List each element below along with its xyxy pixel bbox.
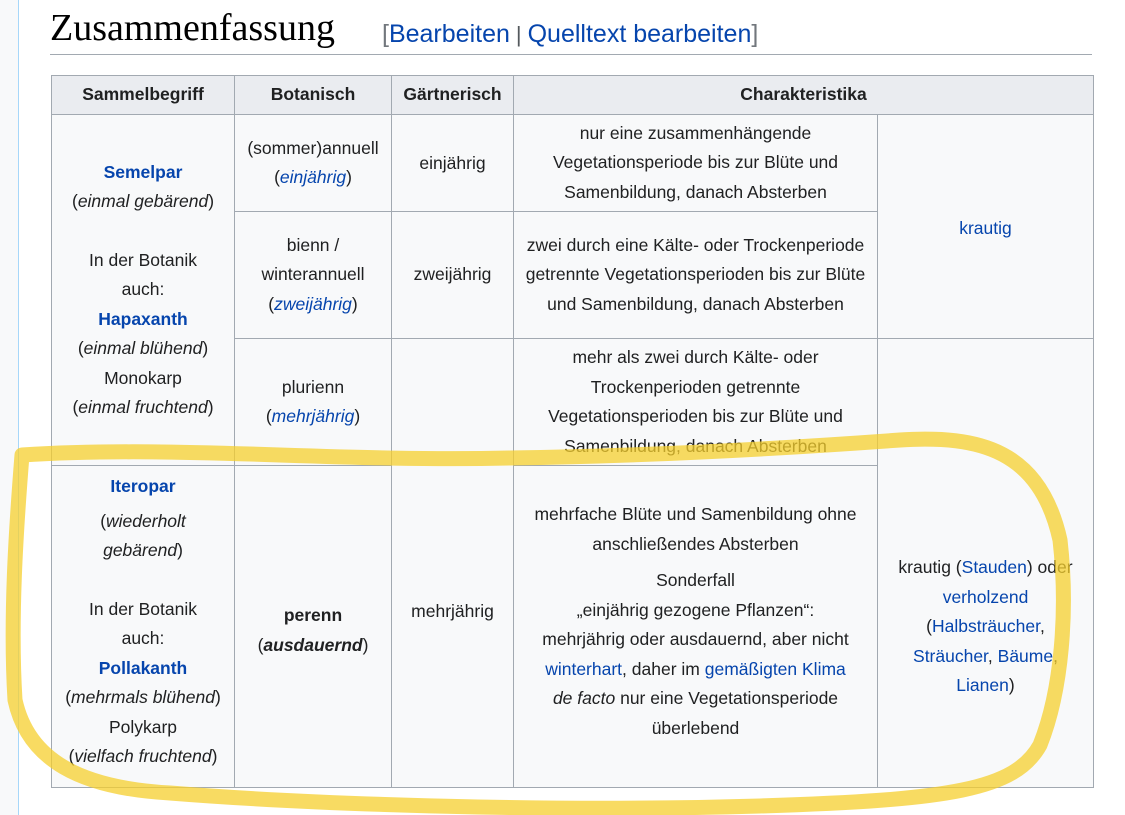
- row2-botanisch-term: bienn / winterannuell: [261, 234, 365, 285]
- link-einjaehrig[interactable]: einjährig: [279, 167, 347, 187]
- de-facto-text: de facto: [552, 688, 616, 708]
- growth-oder: oder: [1037, 557, 1073, 578]
- section-heading: [50, 6, 1092, 55]
- link-zweijaehrig[interactable]: zweijährig: [274, 293, 352, 314]
- section-title: Zusammenfassung: [50, 7, 335, 49]
- row3-botanisch-term: plurienn: [281, 376, 345, 397]
- perenn-term: perenn: [283, 605, 343, 625]
- link-mehrjaehrig[interactable]: mehrjährig: [271, 406, 355, 426]
- iteropar-char-main: mehrfache Blüte und Samenbildung ohne anschließendes Absterben: [534, 504, 857, 554]
- header-charakteristika: Charakteristika: [514, 76, 1094, 115]
- edit-bracket-open: [: [382, 20, 389, 48]
- link-lianen[interactable]: Lianen: [956, 675, 1009, 696]
- cell-iteropar-botanisch: perenn (ausdauernd): [235, 466, 392, 788]
- link-gemaessigtes-klima[interactable]: gemäßigten Klima: [704, 658, 846, 679]
- monokarp-note: einmal fruchtend: [78, 397, 208, 417]
- polykarp-term: Polykarp: [108, 716, 178, 737]
- link-winterhart[interactable]: winterhart: [545, 658, 623, 679]
- link-straeucher[interactable]: Sträucher: [913, 645, 988, 666]
- iteropar-note: wiederholt gebärend: [103, 510, 186, 560]
- special-text2: , daher im: [622, 658, 700, 679]
- cell-row2-gaertnerisch: zweijährig: [392, 212, 514, 339]
- edit-bracket-close: ]: [751, 20, 759, 48]
- semelpar-note: einmal gebärend: [77, 191, 209, 211]
- cell-mehrjaehrig-gaertnerisch: [392, 339, 514, 788]
- table-header-row: [52, 76, 1094, 115]
- link-stauden[interactable]: Stauden: [961, 557, 1027, 578]
- link-semelpar[interactable]: Semelpar: [103, 161, 183, 182]
- cell-row1-charakteristika: nur eine zusammenhängende Vegetationsperiode bis zur Blüte und Samenbildung, danach Absterben: [514, 115, 878, 212]
- cell-row1-gaertnerisch: [392, 115, 514, 212]
- link-krautig[interactable]: krautig: [959, 218, 1012, 238]
- cell-row2-botanisch: bienn / winterannuell (zweijährig): [235, 212, 392, 339]
- edit-link[interactable]: Bearbeiten: [388, 20, 510, 48]
- header-botanisch: Botanisch: [235, 76, 392, 115]
- table-row: [52, 115, 1094, 212]
- cell-semelpar: Semelpar (einmal gebärend) In der Botanik auch: Hapaxanth (einmal blühend) Monokarp (einmal fruchtend): [52, 115, 235, 466]
- iteropar-gaertnerisch-text: mehrjährig: [411, 601, 494, 622]
- special-text1: mehrjährig oder ausdauernd, aber nicht: [542, 629, 849, 649]
- monokarp-term: Monokarp: [104, 367, 182, 388]
- link-halbstraeucher[interactable]: Halbsträucher: [931, 616, 1040, 637]
- iteropar-botanik-intro: In der Botanik auch:: [89, 598, 197, 648]
- edit-separator: |: [515, 22, 522, 47]
- summary-table: [51, 75, 1094, 788]
- special-title: Sonderfall: [656, 570, 735, 590]
- row1-gaertnerisch-text: einjährig: [419, 153, 486, 173]
- content-left-border: [0, 0, 19, 815]
- edit-section-links: [382, 20, 758, 49]
- cell-row2-charakteristika: zwei durch eine Kälte- oder Trockenperiode getrennte Vegetationsperioden bis zur Blüte und Samenbildung, danach Absterben: [514, 212, 878, 339]
- cell-row3-charakteristika: mehr als zwei durch Kälte- oder Trockenperioden getrennte Vegetationsperioden bis zur Blüte und Samenbildung, danach Absterben: [514, 339, 878, 466]
- perenn-note: ausdauernd: [263, 634, 363, 655]
- polykarp-note: vielfach fruchtend: [74, 746, 212, 766]
- semelpar-botanik-intro: In der Botanik auch:: [89, 249, 197, 299]
- edit-source-link[interactable]: Quelltext bearbeiten: [527, 20, 752, 48]
- cell-growth-forms: krautig (Stauden) oder verholzend (Halbsträucher, Sträucher, Bäume, Lianen): [878, 339, 1094, 788]
- link-verholzend[interactable]: verholzend: [942, 586, 1029, 607]
- cell-iteropar: Iteropar (wiederholt gebärend) In der Botanik auch: Pollakanth (mehrmals blühend) Polykarp (vielfach fruchtend): [52, 466, 235, 788]
- link-iteropar[interactable]: Iteropar: [110, 476, 176, 496]
- special-text3: nur eine Vegetationsperiode überlebend: [620, 688, 839, 738]
- link-baeume[interactable]: Bäume: [997, 645, 1054, 666]
- link-pollakanth[interactable]: Pollakanth: [98, 657, 188, 678]
- header-gaertnerisch: Gärtnerisch: [392, 76, 514, 115]
- cell-row3-botanisch: plurienn (mehrjährig): [235, 339, 392, 466]
- header-sammelbegriff: Sammelbegriff: [52, 76, 235, 115]
- cell-krautig: [878, 115, 1094, 339]
- growth-krautig: krautig: [898, 557, 951, 578]
- special-quote: „einjährig gezogene Pflanzen“:: [576, 599, 815, 620]
- row1-botanisch-term: (sommer)annuell: [247, 137, 379, 158]
- cell-row1-botanisch: (sommer)annuell (einjährig): [235, 115, 392, 212]
- pollakanth-note: mehrmals blühend: [71, 687, 215, 707]
- link-hapaxanth[interactable]: Hapaxanth: [98, 308, 188, 329]
- cell-iteropar-charakteristika: [514, 466, 878, 788]
- hapaxanth-note: einmal blühend: [83, 338, 203, 358]
